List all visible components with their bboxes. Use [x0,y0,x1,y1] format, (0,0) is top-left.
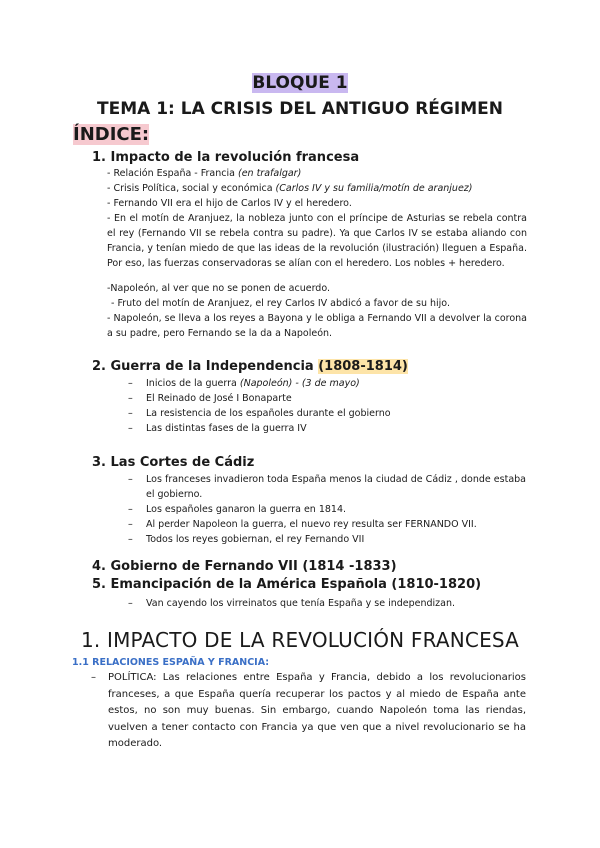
bloque-title: BLOQUE 1 [252,73,348,93]
item-text: - Fernando VII era el hijo de Carlos IV y el heredero. [107,198,352,209]
list-item: – La resistencia de los españoles durante el gobierno [128,408,391,419]
list-item: – Inicios de la guerra (Napoleón) - (3 de mayo) [128,378,360,389]
section1-para-aranjuez: - En el motín de Aranjuez, la nobleza junto con el príncipe de Asturias se rebela contra el rey (Fernando VII se rebela contra su padre). Ya que Carlos IV se estaba aliando con Francia, y tenían miedo de que las ideas de la revolución (ilustración) lleguen a España. Por eso, las fuerzas conservadoras se alían con el heredero. Los nobles + heredero. [107,213,527,269]
section1-line-napoleon: -Napoleón, al ver que no se ponen de acuerdo. [107,283,330,294]
section2-list [128,376,526,436]
section4-title: 4. Gobierno de Fernando VII (1814 -1833) [92,559,397,574]
list-item: – POLÍTICA: Las relaciones entre España y Francia, debido a los revolucionarios franceses, a que España quería recuperar los pactos y al miedo de España ante estos, no son muy buenas. Sin embargo, cuando Napoleón toma las riendas, vuelven a tener contacto con Francia ya que ven que a nivel revolucionario se ha moderado. [91,672,526,749]
bloque-heading [0,73,600,93]
item-italic: (Napoleón) - (3 de mayo) [239,378,360,389]
section5-list [128,596,526,611]
item-text: Inicios de la guerra [146,378,240,389]
section1-item [107,166,527,181]
section1-item [107,181,527,196]
section3-title: 3. Las Cortes de Cádiz [92,455,255,470]
section2-title-dates: (1808-1814) [318,359,408,374]
list-item: – Los franceses invadieron toda España menos la ciudad de Cádiz , donde estaba el gobierno. [128,474,526,500]
item-text: Los españoles ganaron la guerra en 1814. [146,504,347,515]
section1-list [107,166,527,211]
chapter-title: 1. IMPACTO DE LA REVOLUCIÓN FRANCESA [80,628,520,652]
list-item: – Todos los reyes gobiernan, el rey Fernando VII [128,534,365,545]
item-text: El Reinado de José I Bonaparte [146,393,292,404]
item-text: Todos los reyes gobiernan, el rey Fernando VII [146,534,365,545]
section2-title [92,359,408,374]
list-item: – Van cayendo los virreinatos que tenía España y se independizan. [128,598,456,609]
item-text: - Relación España - Francia [107,168,238,179]
section3-list [128,472,526,547]
item-italic: (en trafalgar) [237,168,302,179]
item-italic: (Carlos IV y su familia/motín de aranjuez) [275,183,473,194]
indice-heading [73,124,149,145]
section1-para-bayona: - Napoleón, se lleva a los reyes a Bayona y le obliga a Fernando VII a devolver la corona a su padre, pero Fernando se la da a Napoleón. [107,313,527,339]
section1-title: 1. Impacto de la revolución francesa [92,150,360,165]
item-text: La resistencia de los españoles durante el gobierno [146,408,391,419]
list-item: – Al perder Napoleon la guerra, el nuevo rey resulta ser FERNANDO VII. [128,519,477,530]
chapter-body [91,670,526,753]
section5-title: 5. Emancipación de la América Española (1810-1820) [92,577,482,592]
tema-title: TEMA 1: LA CRISIS DEL ANTIGUO RÉGIMEN [97,99,503,119]
item-text: - Crisis Política, social y económica [107,183,276,194]
item-text: Van cayendo los virreinatos que tenía España y se independizan. [146,598,456,609]
section1-line-fruto: - Fruto del motín de Aranjuez, el rey Carlos IV abdicó a favor de su hijo. [111,298,450,309]
item-text: Las distintas fases de la guerra IV [146,423,307,434]
list-item: – El Reinado de José I Bonaparte [128,393,292,404]
item-text: Al perder Napoleon la guerra, el nuevo rey resulta ser FERNANDO VII. [146,519,477,530]
section2-title-text: 2. Guerra de la Independencia [92,359,319,374]
list-item: – Los españoles ganaron la guerra en 1814. [128,504,347,515]
section1-item [107,196,527,211]
chapter-subtitle: 1.1 RELACIONES ESPAÑA Y FRANCIA: [72,657,270,668]
item-text: Los franceses invadieron toda España menos la ciudad de Cádiz , donde estaba el gobierno. [146,474,526,500]
list-item: – Las distintas fases de la guerra IV [128,423,307,434]
indice-label: ÍNDICE: [73,124,150,145]
body-text: POLÍTICA: Las relaciones entre España y Francia, debido a los revolucionarios franceses, a que España quería recuperar los pactos y al miedo de España ante estos, no son muy buenas. Sin embargo, cuando Napoleón toma las riendas, vuelven a tener contacto con Francia ya que ven que a nivel revolucionario se ha moderado. [108,672,526,749]
